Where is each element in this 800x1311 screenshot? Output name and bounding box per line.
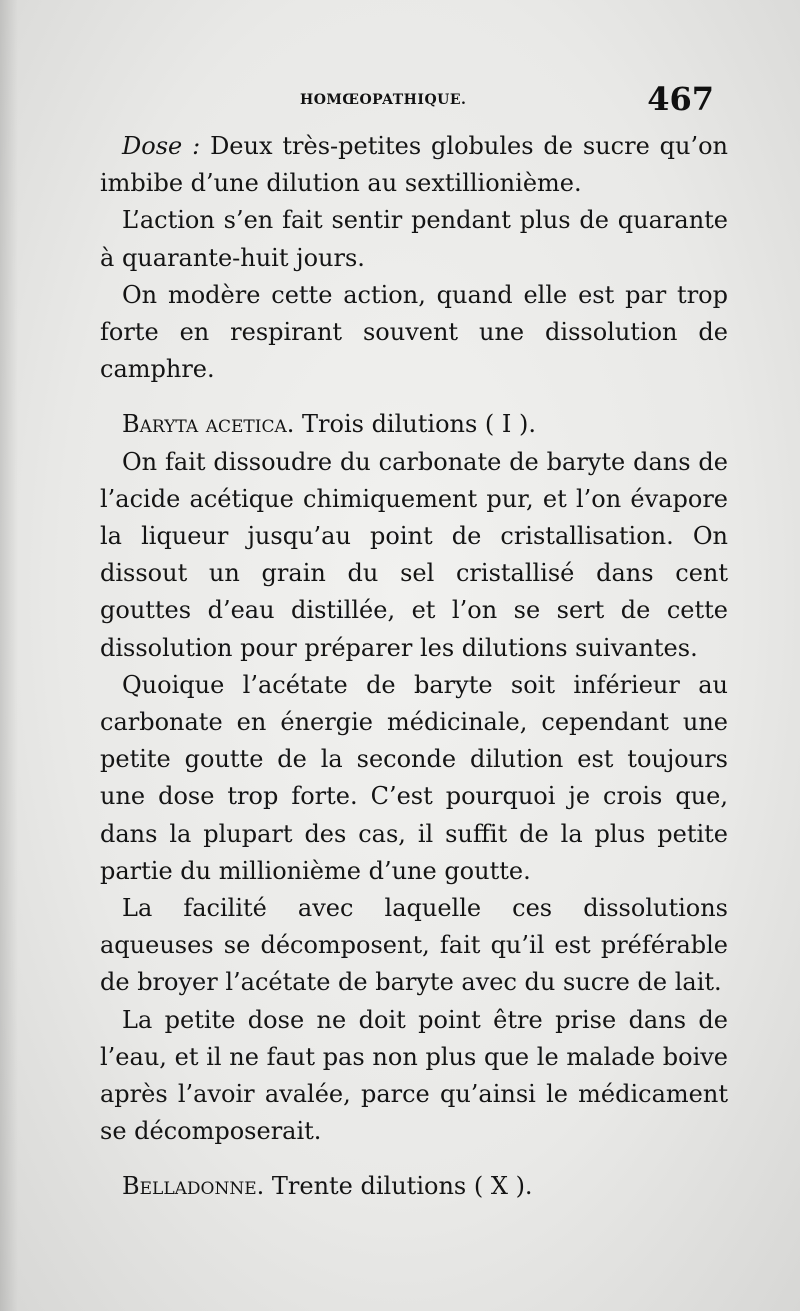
text-body (100, 128, 728, 1206)
paragraph-administration: La petite dose ne doit point être prise dans de l’eau, et il ne faut pas non plus que le malade boive après l’avoir avalée, parce qu’ainsi le médicament se décomposerait. (100, 1005, 728, 1146)
page-edge-shadow (0, 0, 18, 1311)
dose-text: Deux très-petites globules de sucre qu’on imbibe d’une dilution au sextillionième. (100, 132, 728, 198)
paragraph-preparation: On fait dissoudre du carbonate de baryte dans de l’acide acétique chimiquement pur, et l’on évapore la liqueur jusqu’au point de cristallisation. On dissout un grain du sel cristallisé dans cent gouttes d’eau distillée, et l’on se sert de cette dissolution pour préparer les dilutions suivantes. (100, 447, 728, 662)
page-header (100, 80, 724, 120)
section-heading-detail: Trente dilutions ( X ). (264, 1172, 533, 1201)
dose-label: Dose : (122, 132, 201, 160)
section-belladonne (100, 1168, 728, 1205)
section-heading: Belladonne. (122, 1172, 265, 1201)
page-number: 467 (647, 80, 714, 118)
running-title: HOMŒOPATHIQUE. (300, 92, 467, 108)
section-heading: Baryta acetica. (122, 410, 295, 439)
section-baryta-acetica (100, 406, 728, 443)
paragraph-dosage: Quoique l’acétate de baryte soit inférieur au carbonate en énergie médicinale, cependant une petite goutte de la seconde dilution est toujours une dose trop forte. C’est pourquoi je crois que, dans la plupart des cas, il suffit de la plus petite partie du millionième d’une goutte. (100, 670, 728, 885)
paragraph-dose (100, 128, 728, 202)
paragraph-action-duration: L’action s’en fait sentir pendant plus de quarante à quarante-huit jours. (100, 206, 728, 272)
paragraph-trituration: La facilité avec laquelle ces dissolutions aqueuses se décomposent, fait qu’il est préférable de broyer l’acétate de baryte avec du sucre de lait. (100, 894, 728, 997)
section-heading-detail: Trois dilutions ( I ). (294, 410, 537, 439)
paragraph-moderation: On modère cette action, quand elle est par trop forte en respirant souvent une dissolution de camphre. (100, 280, 728, 384)
